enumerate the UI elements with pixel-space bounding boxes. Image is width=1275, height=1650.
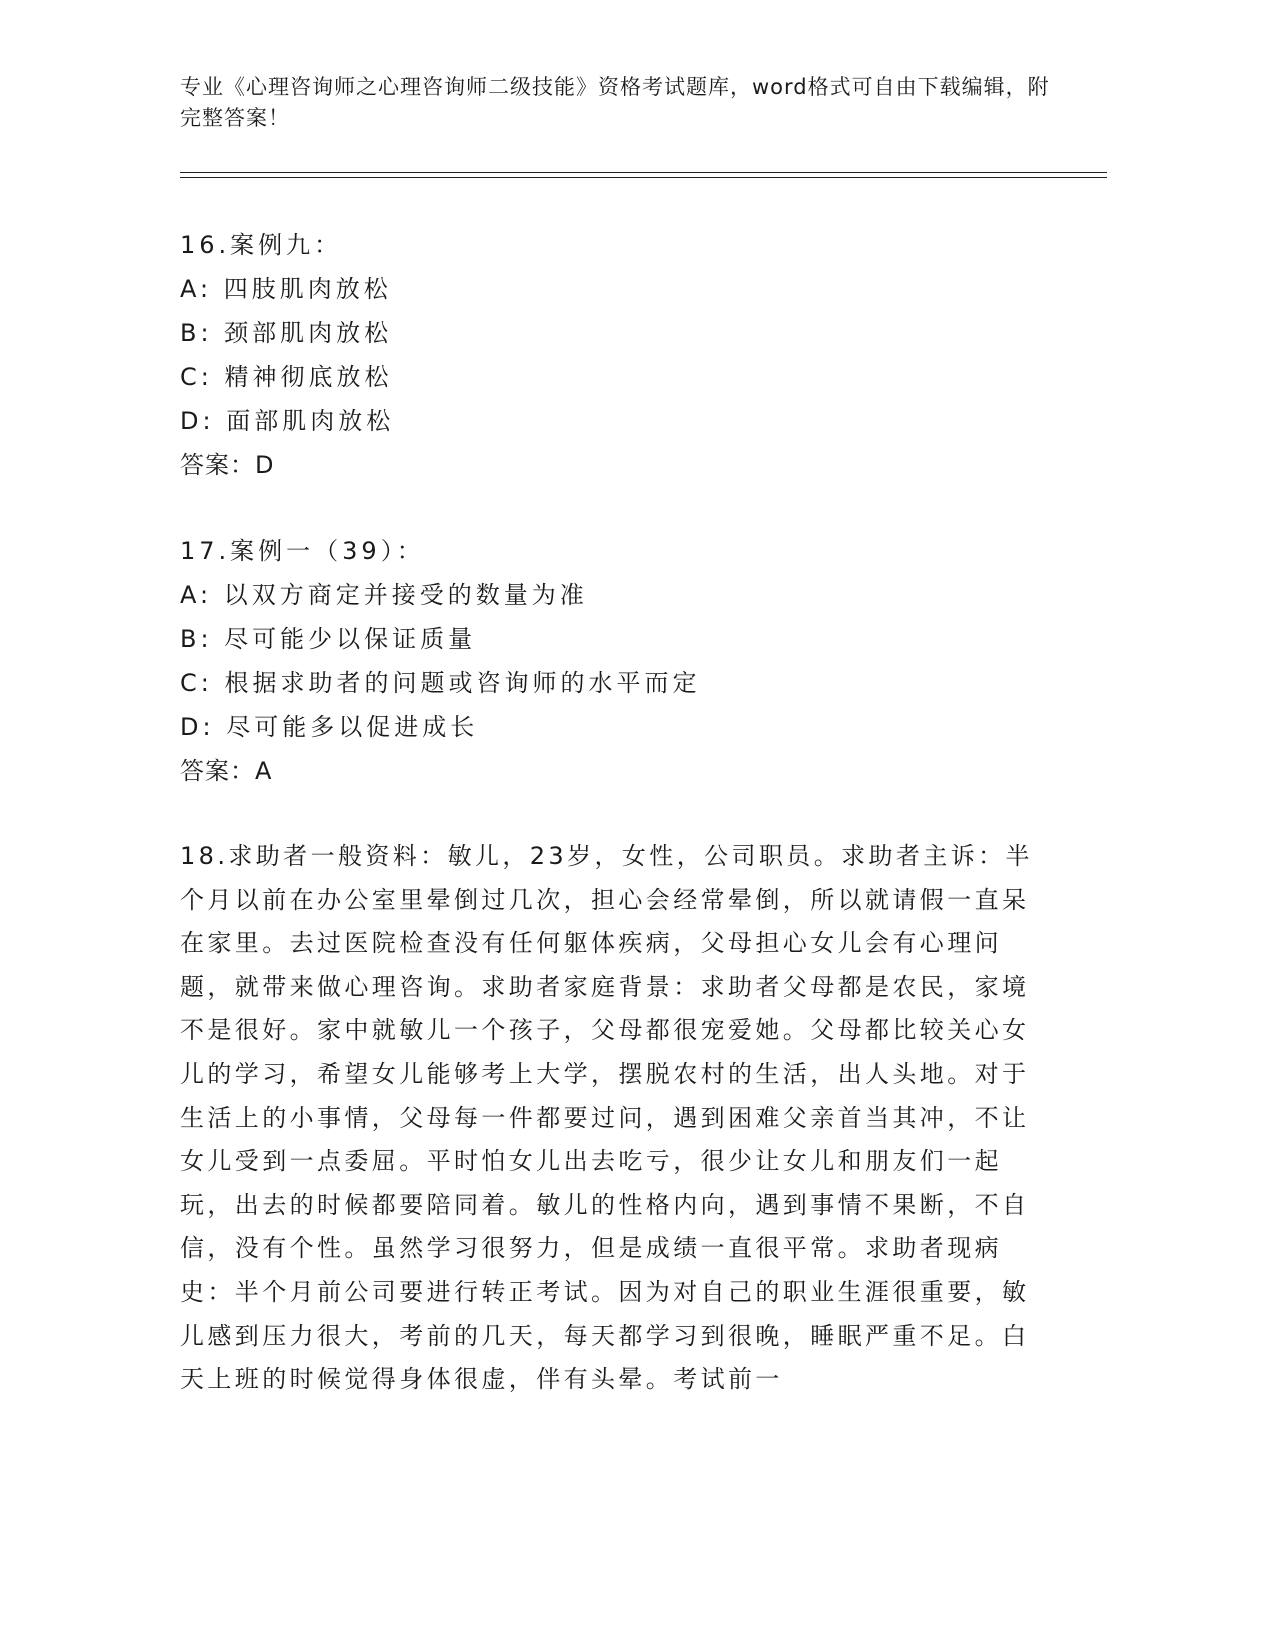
document-header: 专业《心理咨询师之心理咨询师二级技能》资格考试题库，word格式可自由下载编辑，附完整答案！ <box>180 75 1050 130</box>
question-16 <box>180 223 394 487</box>
option-b: B: 颈部肌肉放松 <box>180 319 393 347</box>
option-a: A: 以双方商定并接受的数量为准 <box>180 581 588 609</box>
option-c: C: 精神彻底放松 <box>180 363 393 391</box>
answer-line: 答案：D <box>180 451 275 479</box>
option-d: D: 尽可能多以促进成长 <box>180 713 479 741</box>
question-stem: 16.案例九： <box>180 231 343 259</box>
question-18-case-text: 18.求助者一般资料：敏儿，23岁，女性，公司职员。求助者主诉：半个月以前在办公室里晕倒过几次，担心会经常晕倒，所以就请假一直呆在家里。去过医院检查没有任何躯体疾病，父母担心女儿会有心理问题，就带来做心理咨询。求助者家庭背景：求助者父母都是农民，家境不是很好。家中就敏儿一个孩子，父母都很宠爱她。父母都比较关心女儿的学习，希望女儿能够考上大学，摆脱农村的生活，出人头地。对于生活上的小事情，父母每一件都要过问，遇到困难父亲首当其冲，不让女儿受到一点委屈。平时怕女儿出去吃亏，很少让女儿和朋友们一起玩，出去的时候都要陪同着。敏儿的性格内向，遇到事情不果断，不自信，没有个性。虽然学习很努力，但是成绩一直很平常。求助者现病史：半个月前公司要进行转正考试。因为对自己的职业生涯很重要，敏儿感到压力很大，考前的几天，每天都学习到很晚，睡眠严重不足。白天上班的时候觉得身体很虚，伴有头晕。考试前一 <box>180 842 1033 1394</box>
answer-line: 答案：A <box>180 757 273 785</box>
question-stem: 17.案例一（39）： <box>180 537 425 565</box>
header-divider-bottom <box>180 177 1107 178</box>
header-divider-top <box>180 172 1107 173</box>
option-a: A: 四肢肌肉放松 <box>180 275 392 303</box>
question-17 <box>180 529 700 793</box>
option-d: D: 面部肌肉放松 <box>180 407 395 435</box>
option-c: C: 根据求助者的问题或咨询师的水平而定 <box>180 669 701 697</box>
option-b: B: 尽可能少以保证质量 <box>180 625 477 653</box>
